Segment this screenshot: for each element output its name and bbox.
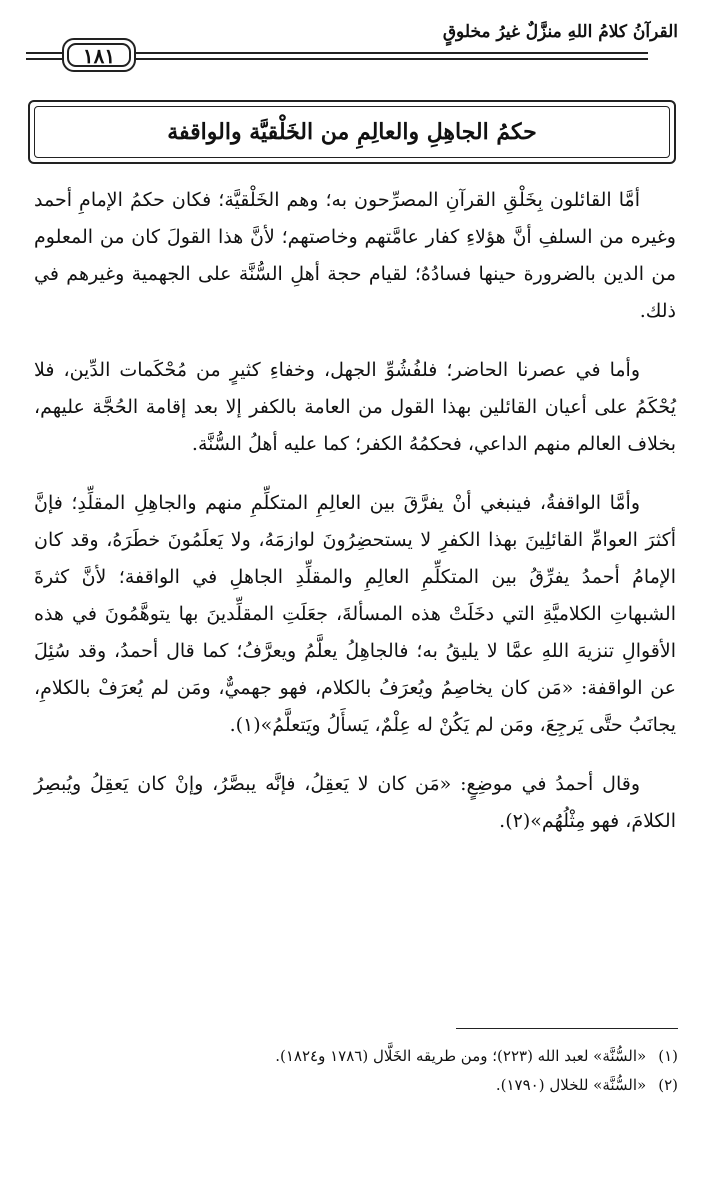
paragraph: وأما في عصرنا الحاضر؛ فلفُشُوِّ الجهل، وخفاءِ كثيرٍ من مُحْكَمات الدِّين، فلا يُحْكَمُ على أعيان القائلين بهذا القول من العامة بالكفر إلا بعد إقامة الحُجَّة عليهم، بخلاف العالم منهم الداعي، فحكمُهُ الكفر؛ كما عليه أهلُ السُّنَّة. bbox=[34, 359, 676, 455]
running-header-title: القرآنُ كلامُ اللهِ منزَّلٌ غيرُ مخلوقٍ bbox=[442, 22, 678, 42]
section-title-frame bbox=[28, 100, 676, 164]
section-title: حكمُ الجاهِلِ والعالِمِ من الخَلْقيَّة والواقفة bbox=[167, 119, 537, 145]
footnote-text: «السُّنَّة» لعبد الله (٢٢٣)؛ ومن طريقه الخَلَّال (١٧٨٦ و١٨٢٤). bbox=[275, 1047, 647, 1065]
footnote-separator bbox=[456, 1028, 678, 1029]
footnote-text: «السُّنَّة» للخلال (١٧٩٠). bbox=[495, 1076, 647, 1094]
page-number: ١٨١ bbox=[67, 43, 131, 67]
paragraph: وأمَّا الواقفةُ، فينبغي أنْ يفرَّقَ بين العالِمِ المتكلِّمِ منهم والجاهِلِ المقلِّدِ؛ فإنَّ أكثرَ العوامِّ القائلِينَ بهذا الكفرِ لا يستحضِرُونَ لوازمَهُ، ولا يَعلَمُونَ خطَرَهُ، وقد كان الإمامُ أحمدُ يفرِّقُ بين المتكلِّمِ العالِمِ والمقلِّدِ الجاهلِ في الواقفة؛ لأنَّ كثرةَ الشبهاتِ الكلاميَّةِ التي دخَلَتْ هذه المسألةَ، جعَلَتِ المقلِّدينَ بها يتوهَّمُونَ في هذه الأقوالِ تنزيهَ اللهِ عمَّا لا يليقُ به؛ فالجاهِلُ يعلَّمُ ويعرَّفُ؛ كما قال أحمدُ، وقد سُئِلَ عن الواقفة: «مَن كان يخاصِمُ ويُعرَفُ بالكلام، فهو جهميٌّ، ومَن لم يُعرَفْ بالكلامِ، يجانَبُ حتَّى يَرجِعَ، ومَن لم يَكُنْ له عِلْمٌ، يَسأَلُ ويَتعلَّمُ»(١). bbox=[34, 492, 676, 736]
page-number-frame bbox=[62, 38, 136, 72]
body-text bbox=[34, 180, 676, 862]
footnotes bbox=[30, 1042, 678, 1100]
section-title-inner-frame bbox=[34, 106, 670, 158]
footnote-number: (٢) bbox=[658, 1076, 678, 1094]
footnote bbox=[30, 1071, 678, 1100]
paragraph: وقال أحمدُ في موضِعٍ: «مَن كان لا يَعقِلُ، فإنَّه يبصَّرُ، وإنْ كان يَعقِلُ ويُبصِرُ الكلامَ، فهو مِثْلُهُم»(٢). bbox=[34, 773, 676, 832]
footnote bbox=[30, 1042, 678, 1071]
footnote-number: (١) bbox=[658, 1047, 678, 1065]
paragraph: أمَّا القائلون بِخَلْقِ القرآنِ المصرِّحون به؛ وهم الخَلْقيَّة؛ فكان حكمُ الإمامِ أحمد وغيره من السلفِ أنَّ هؤلاءِ كفار عامَّتهم وخاصتهم؛ لأنَّ هذا القولَ كان من المعلوم من الدين بالضرورة حينها فسادُهُ؛ لقيام حجة أهلِ السُّنَّة على الجهمية وغيرهم في ذلك. bbox=[34, 189, 676, 322]
